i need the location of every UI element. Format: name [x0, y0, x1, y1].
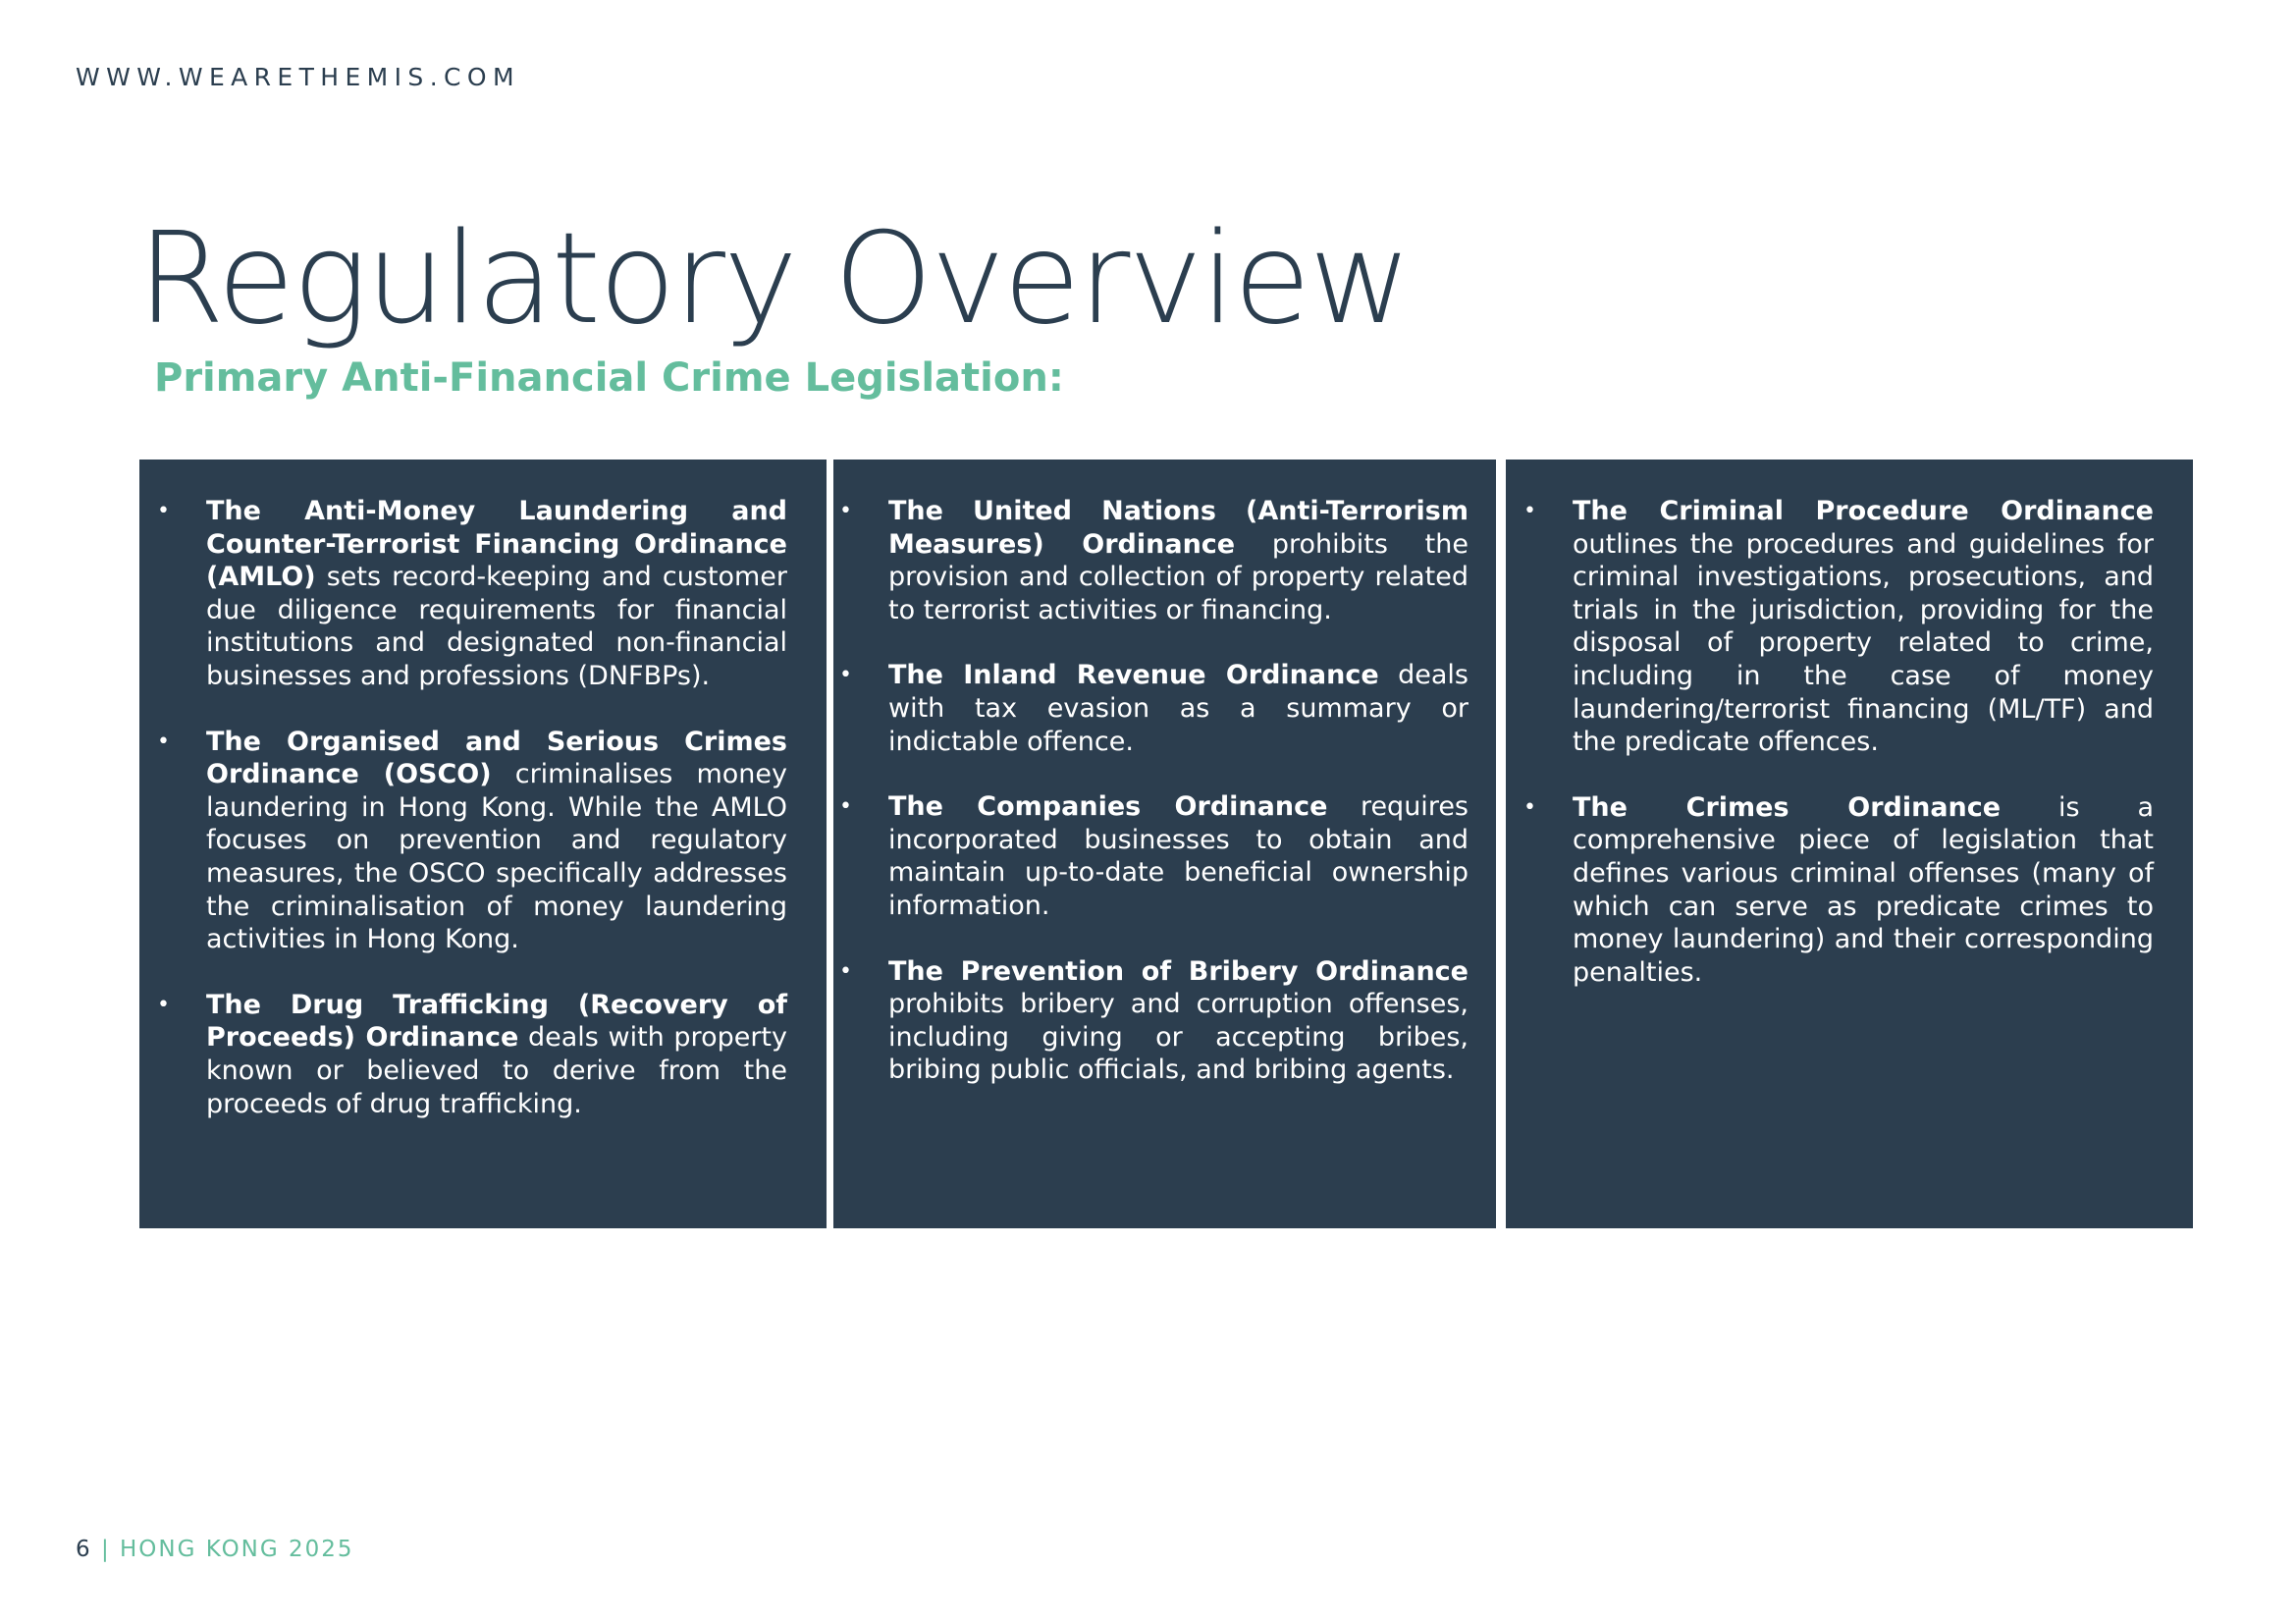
legislation-name: The United Nations (Anti-Terrorism Measures) Ordinance [888, 496, 1468, 560]
legislation-panel-3 [1506, 460, 2193, 1228]
legislation-list [888, 495, 1468, 1119]
legislation-description: deals with property known or believed to derive from the proceeds of drug trafficking. [206, 1022, 788, 1119]
page-title: Regulatory Overview [137, 206, 1411, 352]
legislation-name: The Criminal Procedure Ordinance [1573, 496, 2154, 526]
page-subtitle: Primary Anti-Financial Crime Legislation: [154, 355, 1064, 401]
legislation-description: deals with tax evasion as a summary or indictable offence. [888, 660, 1468, 757]
legislation-list [1573, 495, 2154, 1021]
legislation-description: sets record-keeping and customer due diligence requirements for financial institutions and designated non-financial businesses and professions (DNFBPs). [206, 562, 787, 691]
legislation-item [888, 790, 1468, 922]
footer-separator: | [100, 1537, 111, 1562]
legislation-panel-1 [139, 460, 827, 1228]
legislation-name: The Drug Trafficking (Recovery of Proceeds) Ordinance [206, 989, 787, 1054]
legislation-name: The Inland Revenue Ordinance [888, 660, 1379, 691]
legislation-item [888, 495, 1468, 626]
legislation-description: requires incorporated businesses to obtain and maintain up-to-date beneficial ownership information. [888, 791, 1468, 921]
legislation-description: prohibits the provision and collection of property related to terrorist activities or financing. [888, 528, 1468, 625]
legislation-name: The Crimes Ordinance [1573, 791, 2002, 823]
legislation-name: The Organised and Serious Crimes Ordinance (OSCO) [206, 726, 787, 790]
legislation-description: criminalises money laundering in Hong Kong. While the AMLO focuses on prevention and regulatory measures, the OSCO specifically addresses the criminalisation of money laundering activities in Hong Kong. [206, 759, 788, 955]
legislation-item [1573, 495, 2154, 759]
page-number: 6 [76, 1537, 92, 1562]
page-footer [76, 1537, 354, 1562]
legislation-description: is a comprehensive piece of legislation that defines various criminal offenses (many of which can serve as predicate crimes to money laundering) and their corresponding penalties. [1573, 791, 2155, 988]
legislation-name: The Anti-Money Laundering and Counter-Terrorist Financing Ordinance (AMLO) [206, 496, 787, 593]
legislation-item [206, 726, 787, 956]
footer-label: HONG KONG 2025 [120, 1537, 354, 1562]
legislation-name: The Prevention of Bribery Ordinance [888, 955, 1468, 987]
legislation-item [1573, 791, 2154, 990]
legislation-item [206, 495, 787, 693]
legislation-item [888, 955, 1468, 1087]
legislation-name: The Companies Ordinance [888, 791, 1328, 823]
site-url: WWW.WEARETHEMIS.COM [76, 63, 520, 91]
legislation-list [206, 495, 787, 1153]
legislation-item [888, 659, 1468, 758]
legislation-panel-2 [833, 460, 1496, 1228]
legislation-description: prohibits bribery and corruption offenses, including giving or accepting bribes, bribing public officials, and bribing agents. [888, 989, 1468, 1086]
legislation-description: outlines the procedures and guidelines for criminal investigations, prosecutions, and trials in the jurisdiction, providing for the disposal of property related to crime, including in the case of money laundering/terrorist financing (ML/TF) and the predicate offences. [1573, 528, 2154, 758]
legislation-item [206, 989, 787, 1120]
